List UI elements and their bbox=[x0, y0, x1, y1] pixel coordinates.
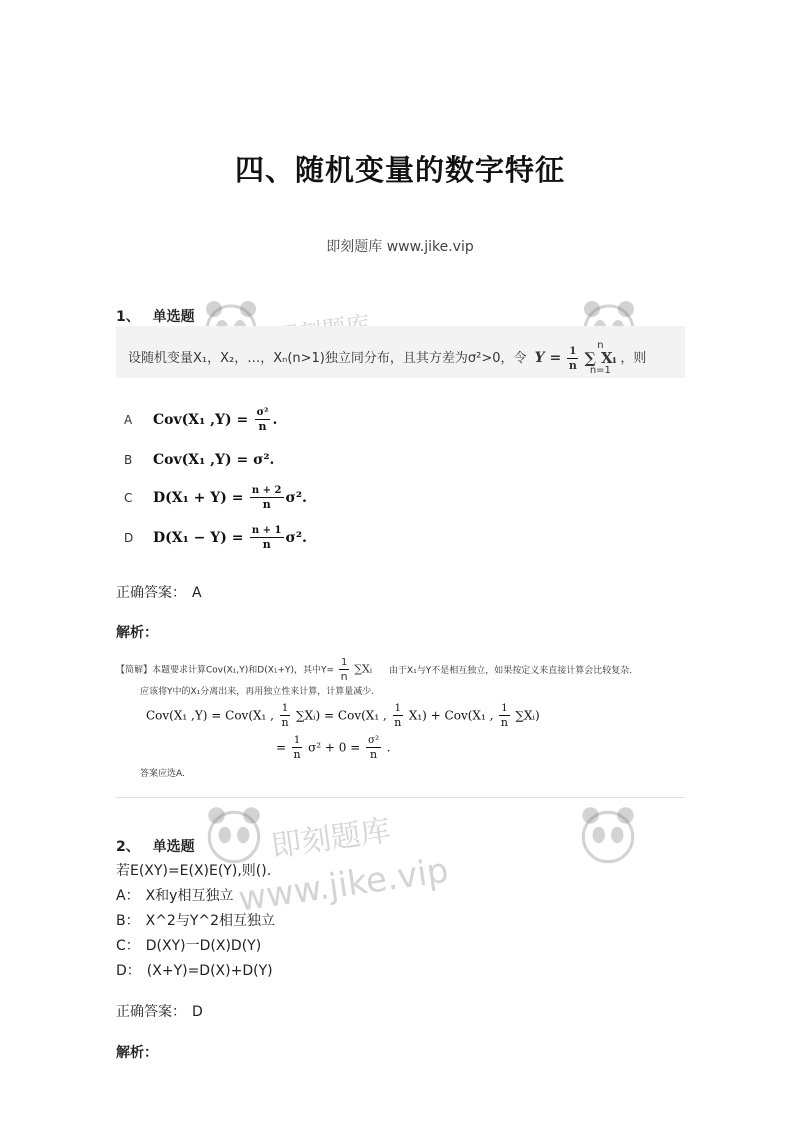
q2-option-d[interactable]: D： (X+Y)=D(X)+D(Y) bbox=[116, 963, 273, 979]
question-2-analysis-label: 解析： bbox=[116, 1045, 158, 1061]
watermark-text: 即刻题库 bbox=[269, 813, 393, 865]
stem-fraction: $\frac{1}{n}$ bbox=[568, 345, 577, 372]
question-1-stem bbox=[128, 341, 646, 376]
stem-text: 设随机变量X₁，X₂，…，Xₙ(n>1)独立同分布，且其方差为σ²>0，令 bbox=[128, 351, 527, 366]
stem-sum: n ∑ Xᵢ n=1 bbox=[584, 340, 617, 376]
solution-equation-2: = $\frac{1}{n}$ σ² + 0 = $\frac{\text{σ²}}{n}$ . bbox=[276, 735, 391, 761]
question-1-solution bbox=[116, 648, 686, 779]
option-b[interactable]: B Cov(X₁ ,Y) = σ². bbox=[124, 452, 275, 468]
stem-y: Y = bbox=[534, 350, 562, 366]
watermark-url: www.jike.vip bbox=[236, 850, 451, 920]
question-type: 单选题 bbox=[152, 309, 195, 325]
answer-value: D bbox=[192, 1004, 203, 1020]
question-1-analysis-label: 解析： bbox=[116, 625, 158, 641]
question-2-answer: 正确答案： D bbox=[116, 1004, 203, 1020]
question-number: 2、 bbox=[116, 839, 140, 855]
solution-line-1: 【简解】本题要求计算Cov(X₁,Y)和D(X₁+Y)，其中Y= $\frac{1}{n}$ ∑Xᵢ 由于X₁与Y不是相互独立，如果按定义来直接计算会比较复杂. bbox=[116, 657, 633, 683]
option-d[interactable]: D D(X₁ − Y) = $\frac{n + 1}{n}$ σ². bbox=[124, 525, 307, 551]
solution-equation-1: Cov(X₁ ,Y) = Cov(X₁ , $\frac{1}{n}$ ∑Xᵢ) = Cov(X₁ , $\frac{1}{n}$ X₁) + Cov(X₁ , $\frac{1}{n}$ ∑Xᵢ) bbox=[146, 703, 540, 729]
question-divider bbox=[116, 797, 685, 798]
question-number: 1、 bbox=[116, 309, 140, 325]
question-1-header bbox=[116, 306, 195, 326]
q2-option-c[interactable]: C： D(XY)一D(X)D(Y) bbox=[116, 938, 262, 954]
answer-value: A bbox=[192, 585, 202, 601]
question-2-header bbox=[116, 836, 195, 856]
q2-option-b[interactable]: B： X^2与Y^2相互独立 bbox=[116, 913, 276, 929]
panda-watermark-icon bbox=[572, 800, 644, 872]
stem-end: ，则 bbox=[620, 351, 647, 366]
option-a[interactable]: A Cov(X₁ ,Y) = $\frac{\text{σ²}}{n}$ . bbox=[124, 407, 278, 433]
page-title: 四、随机变量的数字特征 bbox=[234, 153, 565, 187]
question-type: 单选题 bbox=[152, 839, 195, 855]
page-subtitle: 即刻题库 www.jike.vip bbox=[326, 239, 474, 255]
question-1-answer: 正确答案： A bbox=[116, 585, 202, 601]
q2-option-a[interactable]: A： X和y相互独立 bbox=[116, 888, 234, 904]
solution-line-2: 应该将Y中的X₁分离出来，再用独立性来计算，计算量减少. bbox=[140, 687, 375, 697]
option-c[interactable]: C D(X₁ + Y) = $\frac{n + 2}{n}$ σ². bbox=[124, 485, 307, 511]
question-2-stem: 若E(XY)=E(X)E(Y),则(). bbox=[116, 863, 272, 879]
solution-conclusion: 答案应选A. bbox=[140, 769, 185, 779]
